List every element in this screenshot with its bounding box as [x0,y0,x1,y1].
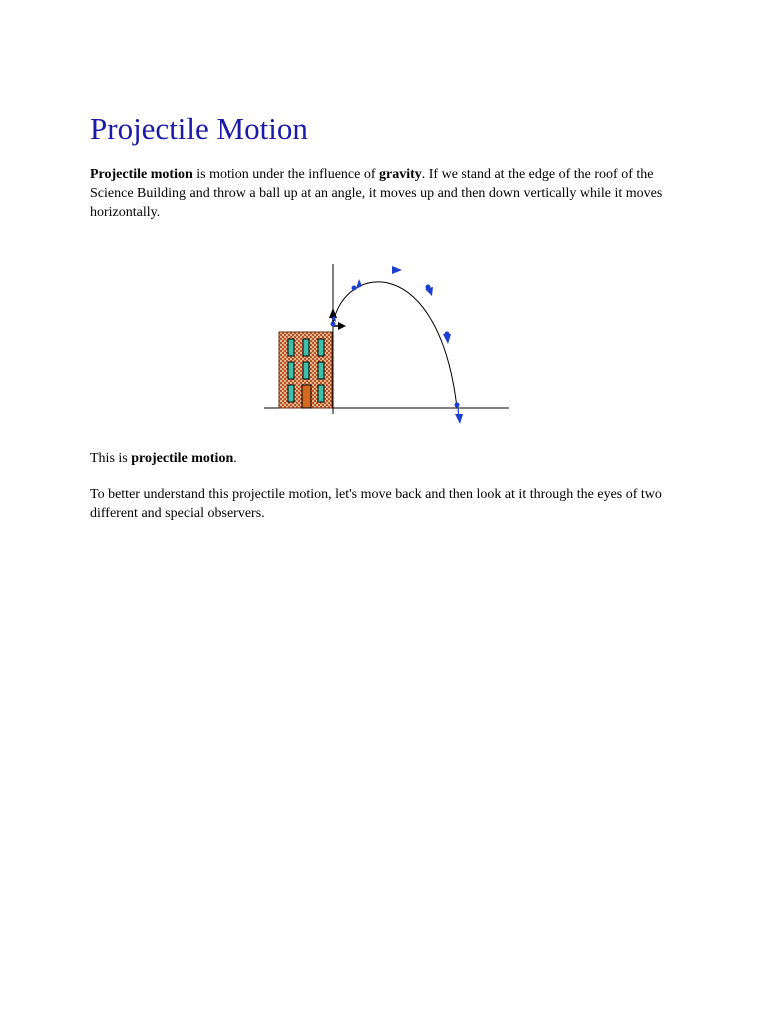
ball-position-5 [443,332,451,345]
page-title: Projectile Motion [90,111,308,146]
ball-position-6 [455,403,464,425]
intro-text-2: . If we stand at the edge of the roof of the Science Building and throw a ball up at an angle, it moves up and then down vertically while it moves horizontally. [90,167,663,220]
caption-paragraph [90,449,690,468]
caption-term: projectile motion [131,451,234,466]
ball-position-2 [352,279,363,291]
ball-position-4 [425,285,433,297]
term-gravity: gravity [379,167,422,182]
term-projectile-motion: Projectile motion [90,167,193,182]
caption-suffix: . [233,451,237,466]
intro-text-1: is motion under the influence of [192,167,379,182]
initial-velocity-arrows [329,308,346,330]
ball-position-3 [392,266,402,274]
trajectory-curve [333,282,457,408]
outro-paragraph: To better understand this projectile motion, let's move back and then look at it through the eyes of two different and special observers. [90,487,662,521]
intro-paragraph [90,165,680,222]
projectile-diagram [264,262,514,428]
science-building [279,332,332,408]
caption-prefix: This is [90,451,132,466]
document-body [90,110,690,222]
